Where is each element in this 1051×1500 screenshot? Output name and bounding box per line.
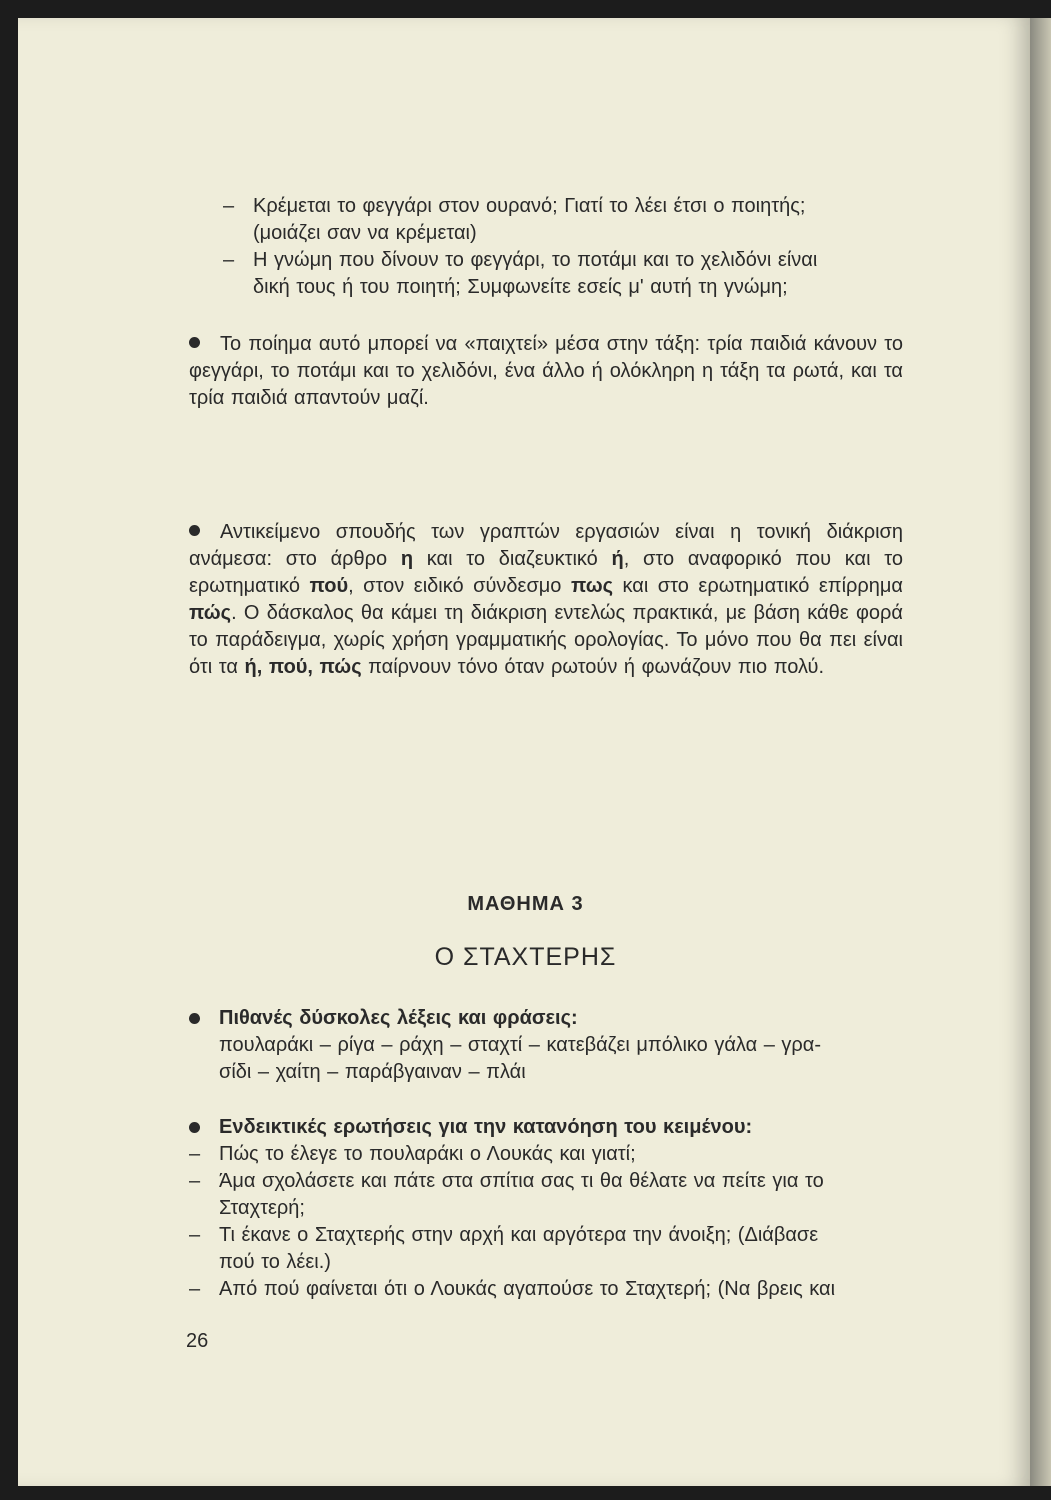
page-edge <box>1030 18 1051 1486</box>
bullet-icon <box>189 1013 200 1024</box>
words-section <box>189 1005 903 1086</box>
bullet-icon <box>189 1122 200 1133</box>
section-heading: Πιθανές δύσκολες λέξεις και φράσεις: <box>189 1005 903 1032</box>
bullet-icon <box>189 337 200 348</box>
question-line: – Πώς το έλεγε το πουλαράκι ο Λουκάς και γιατί; <box>189 1143 636 1165</box>
questions-section <box>189 1114 903 1303</box>
section-heading: Ενδεικτικές ερωτήσεις για την κατανόηση του κειμένου: <box>189 1114 903 1141</box>
paragraph-accent: Αντικείμενο σπουδής των γραπτών εργασιών είναι η τονική διάκριση ανάμεσα: στο άρθρο η και το διαζευκτικό ή, στο αναφορικό που και το ερωτηματικό πού, στον ειδικό σύνδεσμο πως και στο ερωτηματικό επίρρημα πώς. Ο δάσκαλος θα κάμει τη διάκριση εντελώς πρακτικά, με βάση κάθε φορά το παράδειγμα, χωρίς χρήση γραμματικής ορολογίας. Το μόνο που θα πει είναι ότι τα ή, πού, πώς παίρνουν τόνο όταν ρωτούν ή φωνάζουν πιο πολύ. <box>189 521 904 678</box>
lesson-title: Ο ΣΤΑΧΤΕΡΗΣ <box>434 943 617 971</box>
question-line: – Κρέμεται το φεγγάρι στον ουρανό; Γιατί το λέει έτσι ο ποιητής; (μοιάζει σαν να κρέμεται) <box>223 195 806 244</box>
lesson-number: ΜΑΘΗΜΑ 3 <box>467 893 584 915</box>
top-questions <box>223 193 913 301</box>
question-line: – Από πού φαίνεται ότι ο Λουκάς αγαπούσε το Σταχτερή; (Να βρεις και <box>189 1278 836 1300</box>
page-number: 26 <box>186 1330 209 1352</box>
question-line: – Τι έκανε ο Σταχτερής στην αρχή και αργότερα την άνοιξη; (Διάβασε πού το λέει.) <box>189 1224 819 1273</box>
paragraph-play: Το ποίημα αυτό μπορεί να «παιχτεί» μέσα στην τάξη: τρία παιδιά κάνουν το φεγγάρι, το ποτάμι και το χελιδόνι, ένα άλλο ή ολόκληρη η τάξη τα ρωτά, και τα τρία παιδιά απαντούν μαζί. <box>189 333 903 409</box>
word-list: πουλαράκι – ρίγα – ράχη – σταχτί – κατεβάζει μπόλικο γάλα – γρα- σίδι – χαίτη – παράβγαιναν – πλάι <box>219 1034 822 1083</box>
bullet-icon <box>189 525 200 536</box>
question-line: – Άμα σχολάσετε και πάτε στα σπίτια σας τι θα θέλατε να πείτε για το Σταχτερή; <box>189 1170 824 1219</box>
question-line: – Η γνώμη που δίνουν το φεγγάρι, το ποτάμι και το χελιδόνι είναι δική τους ή του ποιητή; Συμφωνείτε εσείς μ' αυτή τη γνώμη; <box>223 249 818 298</box>
